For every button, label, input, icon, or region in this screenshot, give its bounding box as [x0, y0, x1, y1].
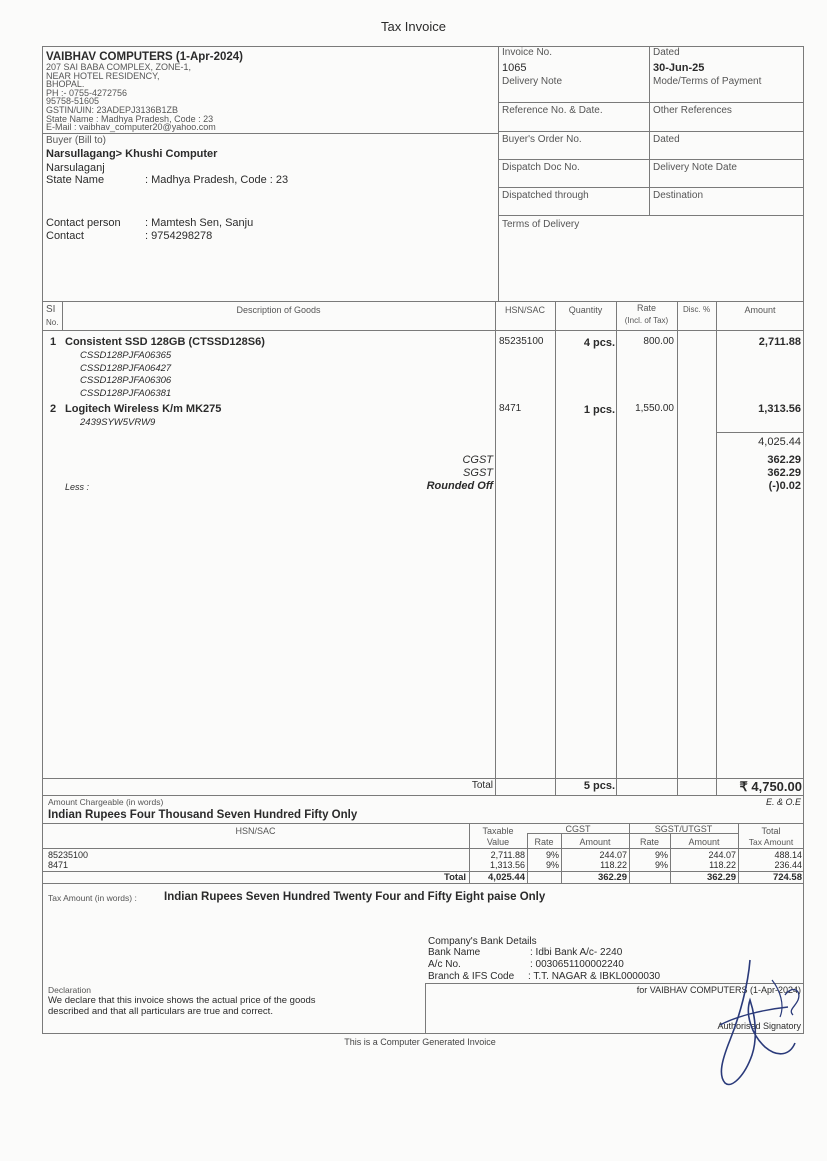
tax-col-cgst-rate: Rate: [534, 837, 554, 847]
buyer-name: Narsullagang> Khushi Computer: [46, 148, 218, 160]
eoe: E. & O.E: [765, 797, 801, 807]
sgst-label: SGST: [463, 467, 493, 479]
declaration-text: described and that all particulars are true and correct.: [48, 1006, 273, 1017]
tax-col-sgst-amount: Amount: [688, 837, 720, 847]
seller-line: 207 SAI BABA COMPLEX, ZONE-1,: [46, 62, 192, 72]
seller-name: VAIBHAV COMPUTERS (1-Apr-2024): [46, 51, 244, 63]
tax-col-hsn: HSN/SAC: [235, 826, 276, 836]
total-qty: 5 pcs.: [583, 780, 615, 792]
col-qty: Quantity: [568, 305, 603, 315]
contact-person-label: Contact person: [46, 217, 121, 229]
subtotal: 4,025.44: [758, 436, 801, 448]
seller-line: 95758-51605: [46, 96, 100, 107]
col-rate-sub: (Incl. of Tax): [624, 316, 669, 325]
for-company: for VAIBHAV COMPUTERS (1-Apr-2024): [636, 985, 801, 995]
tax-col-total: Total: [761, 826, 781, 836]
tax-total-taxable: 4,025.44: [488, 872, 525, 883]
rounded-off-label: Rounded Off: [426, 480, 493, 492]
amount-words: Indian Rupees Four Thousand Seven Hundred Fifty Only: [48, 809, 358, 821]
branch-label: Branch & IFS Code: [428, 971, 515, 982]
tax-col-cgst-amount: Amount: [579, 837, 611, 847]
buyer-city: Narsulaganj: [46, 162, 105, 174]
seller-block: [46, 51, 243, 132]
seller-line: NEAR HOTEL RESIDENCY,: [46, 70, 160, 81]
col-hsn: HSN/SAC: [504, 305, 545, 315]
declaration-text: We declare that this invoice shows the actual price of the goods: [48, 995, 316, 1006]
delivery-note-date-label: Delivery Note Date: [653, 162, 737, 173]
seller-line: State Name : Madhya Pradesh, Code : 23: [46, 113, 214, 124]
tax-col-value: Value: [486, 837, 510, 847]
ac-label: A/c No.: [428, 959, 461, 970]
bank-name-value: : Idbi Bank A/c- 2240: [530, 947, 623, 958]
item-name: Consistent SSD 128GB (CTSSD128S6): [65, 336, 265, 348]
terms-delivery-label: Terms of Delivery: [502, 219, 580, 230]
item-sl: 1: [50, 336, 57, 348]
col-sl: SI: [46, 304, 56, 315]
less-label: Less :: [65, 482, 90, 492]
tax-row-taxable: 2,711.88: [490, 850, 525, 860]
buyers-order-label: Buyer's Order No.: [502, 134, 582, 145]
col-desc: Description of Goods: [236, 305, 321, 315]
reference-label: Reference No. & Date.: [502, 105, 603, 116]
tax-col-sgst: SGST/UTGST: [654, 824, 713, 834]
tax-row-hsn: 85235100: [48, 850, 89, 860]
col-disc: Disc. %: [682, 305, 711, 314]
dated-label: Dated: [653, 47, 680, 58]
item-serials: 2439SYW5VRW9: [80, 417, 156, 428]
dispatched-through-label: Dispatched through: [502, 190, 589, 201]
tax-row-hsn: 8471: [48, 860, 69, 870]
item-serials: CSSD128PJFA06365 CSSD128PJFA06427 CSSD128PJFA06306 CSSD128PJFA06381: [80, 350, 172, 399]
dispatch-doc-label: Dispatch Doc No.: [502, 162, 580, 173]
tax-total-sgst: 362.29: [706, 872, 736, 883]
tax-col-taxable: Taxable: [482, 826, 514, 836]
item-qty: 4 pcs.: [583, 337, 615, 349]
seller-line: GSTIN/UIN: 23ADEPJ3136B1ZB: [46, 104, 179, 115]
mode-terms-label: Mode/Terms of Payment: [653, 76, 762, 87]
contact-value: : 9754298278: [145, 230, 213, 242]
bank-name-label: Bank Name: [428, 947, 481, 958]
tax-words: Indian Rupees Seven Hundred Twenty Four and Fifty Eight paise Only: [164, 891, 546, 903]
tax-row-cgst-rate: 9%: [545, 850, 559, 860]
buyer-state-label: State Name: [46, 174, 105, 186]
declaration-heading: Declaration: [48, 985, 91, 995]
buyer-heading: Buyer (Bill to): [46, 135, 107, 146]
item-amount: 1,313.56: [758, 403, 801, 415]
contact-label: Contact: [46, 230, 84, 242]
item-sl: 2: [50, 403, 57, 415]
seller-line: E-Mail : vaibhav_computer20@yahoo.com: [46, 122, 216, 133]
item-rate: 800.00: [643, 336, 674, 347]
tax-col-tax-amount: Tax Amount: [748, 837, 794, 847]
branch-value: : T.T. NAGAR & IBKL0000030: [528, 971, 661, 982]
signature-image: [700, 955, 810, 1095]
rounded-off-amount: (-)0.02: [768, 480, 801, 492]
total-label: Total: [471, 780, 493, 791]
contact-person-value: : Mamtesh Sen, Sanju: [145, 217, 254, 229]
cgst-label: CGST: [462, 454, 493, 466]
tax-col-sgst-rate: Rate: [639, 837, 659, 847]
item-name: Logitech Wireless K/m MK275: [65, 403, 222, 415]
col-no: No.: [46, 318, 59, 327]
bank-details: [428, 936, 537, 948]
invoice-title: Tax Invoice: [380, 19, 447, 34]
item-qty: 1 pcs.: [583, 404, 615, 416]
amount-words-label: Amount Chargeable (in words): [48, 797, 164, 807]
tax-total-total: 724.58: [772, 872, 802, 883]
tax-row-sgst-rate: 9%: [654, 850, 668, 860]
col-rate: Rate: [636, 303, 656, 313]
destination-label: Destination: [653, 190, 704, 201]
authorised-signatory: Authorised Signatory: [717, 1021, 801, 1031]
invoice-no-label: Invoice No.: [502, 47, 553, 58]
invoice-no: 1065: [502, 62, 527, 74]
tax-col-cgst: CGST: [565, 824, 591, 834]
item-amount: 2,711.88: [758, 336, 801, 348]
footer-note: This is a Computer Generated Invoice: [344, 1037, 496, 1047]
invoice-date: 30-Jun-25: [653, 62, 705, 74]
tax-row-total: 236.44: [774, 860, 802, 870]
item-hsn: 8471: [499, 403, 522, 414]
bank-heading: Company's Bank Details: [428, 936, 537, 947]
sgst-amount: 362.29: [767, 467, 801, 479]
tax-total-label: Total: [444, 872, 466, 883]
tax-row-cgst-amount: 118.22: [600, 860, 627, 870]
tax-row-cgst-amount: 244.07: [599, 850, 627, 860]
tax-row-sgst-rate: 9%: [654, 860, 668, 870]
tax-words-label: Tax Amount (in words) :: [48, 893, 137, 903]
cgst-amount: 362.29: [767, 454, 801, 466]
tax-row-cgst-rate: 9%: [545, 860, 559, 870]
tax-row-taxable: 1,313.56: [489, 860, 525, 870]
tax-row-sgst-amount: 244.07: [708, 850, 736, 860]
seller-line: PH :- 0755-4272756: [46, 87, 128, 98]
col-amount: Amount: [744, 305, 776, 315]
item-hsn: 85235100: [499, 336, 544, 347]
other-ref-label: Other References: [653, 105, 732, 116]
item-rate: 1,550.00: [635, 403, 674, 414]
buyer-state-value: : Madhya Pradesh, Code : 23: [145, 174, 289, 186]
seller-line: BHOPAL.: [46, 79, 85, 90]
dated2-label: Dated: [653, 134, 680, 145]
tax-total-cgst: 362.29: [597, 872, 627, 883]
tax-row-sgst-amount: 118.22: [709, 860, 736, 870]
grand-total: ₹ 4,750.00: [739, 779, 802, 794]
ac-value: : 0030651100002240: [530, 959, 624, 970]
tax-row-total: 488.14: [774, 850, 802, 860]
delivery-note-label: Delivery Note: [502, 76, 563, 87]
